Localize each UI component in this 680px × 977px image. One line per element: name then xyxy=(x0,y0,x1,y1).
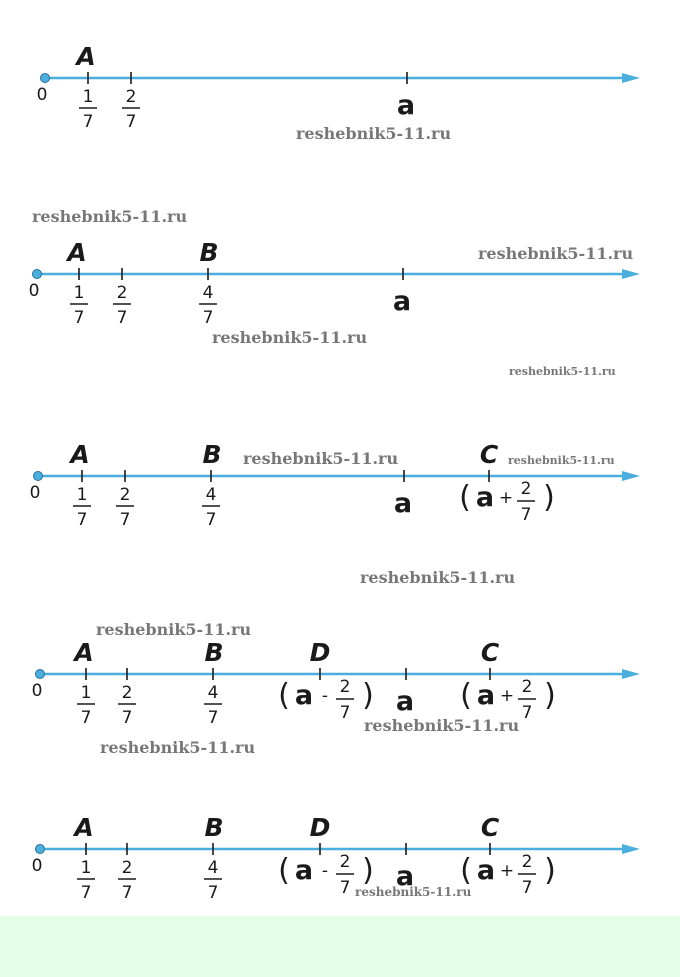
watermark-text: reshebnik5-11.ru xyxy=(100,738,256,757)
expression-a-plus-two-sevenths xyxy=(459,479,555,525)
fraction-denominator: 7 xyxy=(207,883,219,903)
fraction-denominator: 7 xyxy=(73,308,85,328)
fraction-denominator: 7 xyxy=(119,510,131,530)
variable-a: a xyxy=(476,680,496,711)
fraction-denominator: 7 xyxy=(80,883,92,903)
paren-close: ) xyxy=(362,678,374,713)
point-label-a: A xyxy=(74,813,94,842)
paren-open: ( xyxy=(278,853,290,888)
variable-a: a xyxy=(476,855,496,886)
fraction-numerator: 1 xyxy=(80,683,92,703)
axis-arrowhead xyxy=(622,269,640,279)
label-a: a xyxy=(395,686,415,717)
fraction-denominator: 7 xyxy=(339,878,351,898)
variable-a: a xyxy=(475,482,495,513)
fraction-numerator: 2 xyxy=(125,87,137,107)
point-label-a: A xyxy=(70,440,90,469)
fraction-denominator: 7 xyxy=(205,510,217,530)
paren-open: ( xyxy=(460,853,472,888)
point-label-d: D xyxy=(309,638,331,667)
watermark-text: reshebnik5-11.ru xyxy=(355,885,472,899)
fraction-numerator: 2 xyxy=(116,283,128,303)
point-label-b: B xyxy=(199,238,219,267)
origin-point xyxy=(41,74,50,83)
fraction-numerator: 1 xyxy=(73,283,85,303)
fraction-numerator: 2 xyxy=(521,852,533,872)
axis-arrowhead xyxy=(622,471,640,481)
paren-open: ( xyxy=(459,480,471,515)
origin-label: 0 xyxy=(29,483,41,503)
footer-band xyxy=(0,916,680,977)
origin-point xyxy=(33,270,42,279)
axis-arrowhead xyxy=(622,73,640,83)
watermark-text: reshebnik5-11.ru xyxy=(508,454,615,467)
point-label-a: A xyxy=(67,238,87,267)
fraction-numerator: 4 xyxy=(207,858,219,878)
fraction-numerator: 4 xyxy=(207,683,219,703)
fraction-denominator: 7 xyxy=(202,308,214,328)
watermark-text: reshebnik5-11.ru xyxy=(360,568,516,587)
paren-open: ( xyxy=(278,678,290,713)
operator: + xyxy=(499,686,515,706)
operator: + xyxy=(499,861,515,881)
origin-label: 0 xyxy=(28,281,40,301)
fraction-denominator: 7 xyxy=(121,708,133,728)
watermark-text: reshebnik5-11.ru xyxy=(212,328,368,347)
watermark-text: reshebnik5-11.ru xyxy=(364,716,520,735)
paren-close: ) xyxy=(544,678,556,713)
fraction-numerator: 2 xyxy=(121,858,133,878)
fraction-denominator: 7 xyxy=(521,878,533,898)
expression-a-plus-two-sevenths xyxy=(460,852,556,898)
fraction-numerator: 1 xyxy=(76,485,88,505)
fraction-numerator: 2 xyxy=(121,683,133,703)
fraction-numerator: 2 xyxy=(521,677,533,697)
expression-a-minus-two-sevenths xyxy=(278,677,374,723)
number-line-1 xyxy=(37,42,640,132)
fraction-denominator: 7 xyxy=(521,703,533,723)
operator: - xyxy=(321,686,329,706)
watermark-text: reshebnik5-11.ru xyxy=(296,124,452,143)
fraction-denominator: 7 xyxy=(121,883,133,903)
operator: - xyxy=(321,861,329,881)
paren-close: ) xyxy=(543,480,555,515)
fraction-denominator: 7 xyxy=(339,703,351,723)
origin-point xyxy=(34,472,43,481)
watermark-text: reshebnik5-11.ru xyxy=(509,365,616,378)
variable-a: a xyxy=(294,855,314,886)
label-a: a xyxy=(392,286,412,317)
label-a: a xyxy=(395,861,415,892)
watermark-text: reshebnik5-11.ru xyxy=(32,207,188,226)
fraction-numerator: 1 xyxy=(82,87,94,107)
fraction-denominator: 7 xyxy=(116,308,128,328)
watermark-text: reshebnik5-11.ru xyxy=(243,449,399,468)
axis-arrowhead xyxy=(622,669,640,679)
point-label-c: C xyxy=(480,813,500,842)
paren-close: ) xyxy=(544,853,556,888)
label-a: a xyxy=(393,488,413,519)
fraction-numerator: 1 xyxy=(80,858,92,878)
origin-point xyxy=(36,670,45,679)
fraction-denominator: 7 xyxy=(82,112,94,132)
operator: + xyxy=(498,488,514,508)
fraction-numerator: 2 xyxy=(339,677,351,697)
fraction-denominator: 7 xyxy=(76,510,88,530)
number-line-5 xyxy=(32,813,640,903)
origin-label: 0 xyxy=(31,681,43,701)
watermark-text: reshebnik5-11.ru xyxy=(96,620,252,639)
point-label-c: C xyxy=(480,638,500,667)
fraction-numerator: 2 xyxy=(520,479,532,499)
point-label-d: D xyxy=(309,813,331,842)
origin-point xyxy=(36,845,45,854)
point-label-b: B xyxy=(202,440,222,469)
fraction-numerator: 4 xyxy=(202,283,214,303)
point-label-a: A xyxy=(74,638,94,667)
paren-close: ) xyxy=(362,853,374,888)
fraction-numerator: 4 xyxy=(205,485,217,505)
fraction-denominator: 7 xyxy=(80,708,92,728)
point-label-c: C xyxy=(479,440,499,469)
point-label-a: A xyxy=(76,42,96,71)
fraction-denominator: 7 xyxy=(207,708,219,728)
paren-open: ( xyxy=(460,678,472,713)
axis-arrowhead xyxy=(622,844,640,854)
variable-a: a xyxy=(294,680,314,711)
point-label-b: B xyxy=(204,638,224,667)
fraction-numerator: 2 xyxy=(119,485,131,505)
fraction-denominator: 7 xyxy=(125,112,137,132)
origin-label: 0 xyxy=(36,85,48,105)
point-label-b: B xyxy=(204,813,224,842)
fraction-numerator: 2 xyxy=(339,852,351,872)
fraction-denominator: 7 xyxy=(520,505,532,525)
origin-label: 0 xyxy=(31,856,43,876)
number-line-4 xyxy=(32,638,640,728)
label-a: a xyxy=(396,90,416,121)
watermark-text: reshebnik5-11.ru xyxy=(478,244,634,263)
